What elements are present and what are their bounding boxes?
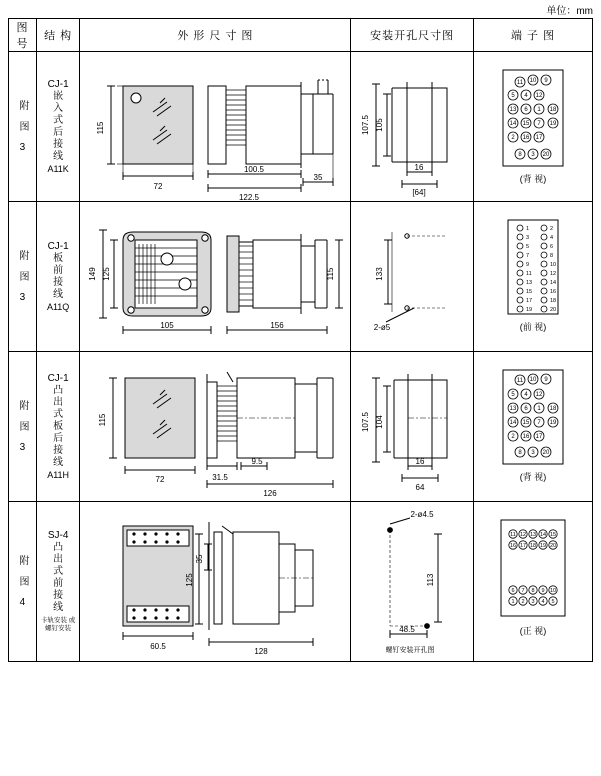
svg-text:2: 2	[550, 225, 554, 232]
fig-no-label-3: 附 图 3	[16, 400, 28, 453]
svg-text:4: 4	[541, 598, 545, 605]
svg-text:8: 8	[518, 449, 522, 456]
outline-drawing-3	[80, 352, 351, 502]
structure-code-1: A11K	[47, 163, 69, 174]
terminal-caption-1: (背 视)	[519, 173, 547, 184]
svg-text:17: 17	[535, 134, 543, 141]
dim-100p5-r1: 100.5	[244, 164, 265, 174]
dim-64-r3: 64	[415, 482, 425, 492]
terminal-caption-4: (正 视)	[519, 625, 547, 636]
structure-model-2: CJ-1	[47, 240, 69, 252]
svg-text:8: 8	[550, 252, 554, 259]
structure-4l3: 式	[53, 566, 64, 577]
svg-text:12: 12	[535, 92, 543, 99]
svg-text:18: 18	[549, 106, 557, 113]
dim-105-r1: 105	[375, 117, 385, 132]
fig-no-label-1: 附 图 3	[16, 100, 28, 153]
dim-128-r4: 128	[254, 646, 268, 656]
fig-no-cell-4	[9, 502, 37, 662]
svg-text:17: 17	[535, 433, 543, 440]
svg-text:13: 13	[509, 405, 517, 412]
svg-text:7: 7	[537, 419, 541, 426]
svg-text:5: 5	[526, 243, 530, 250]
table-row	[9, 52, 593, 202]
structure-cell-1	[36, 52, 80, 202]
svg-text:11: 11	[516, 79, 524, 86]
svg-text:5: 5	[551, 598, 555, 605]
svg-text:10: 10	[550, 261, 557, 268]
svg-text:10: 10	[549, 587, 557, 594]
table-row	[9, 502, 593, 662]
table-header-row	[9, 19, 593, 52]
dim-149-r2: 149	[88, 266, 98, 281]
dim-115-r2: 115	[326, 267, 336, 280]
dim-72-r3: 72	[155, 474, 165, 484]
dim-35-r1: 35	[313, 172, 323, 182]
svg-text:15: 15	[549, 531, 557, 538]
dim-104-r3: 104	[375, 414, 385, 429]
svg-text:9: 9	[541, 587, 545, 594]
terminal-drawing-1	[474, 52, 593, 202]
structure-l3: 式	[53, 114, 64, 126]
svg-text:2: 2	[511, 433, 515, 440]
svg-text:11: 11	[516, 377, 524, 384]
outline-drawing-2	[80, 202, 351, 352]
svg-text:15: 15	[522, 120, 530, 127]
svg-text:15: 15	[522, 419, 530, 426]
svg-text:9: 9	[544, 77, 548, 84]
svg-text:4: 4	[524, 391, 528, 398]
dim-16-r1: 16	[414, 162, 424, 172]
svg-text:17: 17	[526, 297, 533, 304]
terminal-drawing-3	[474, 352, 593, 502]
svg-text:16: 16	[522, 433, 530, 440]
svg-text:7: 7	[537, 120, 541, 127]
svg-text:3: 3	[531, 449, 535, 456]
svg-text:4: 4	[550, 234, 554, 241]
svg-text:1: 1	[511, 598, 515, 605]
structure-3l6: 接	[53, 444, 64, 456]
structure-2l1: 板	[53, 252, 64, 264]
structure-4l2: 出	[53, 554, 64, 565]
svg-text:5: 5	[511, 92, 515, 99]
dim-125-r4: 125	[185, 572, 195, 587]
svg-text:13: 13	[529, 531, 537, 538]
svg-text:3: 3	[526, 234, 530, 241]
outline-drawing-1	[80, 52, 351, 202]
header-terminal: 端 子 图	[474, 19, 593, 52]
fig-no-cell-1	[9, 52, 37, 202]
dim-122p5-r1: 122.5	[239, 192, 260, 200]
structure-4l4: 前	[53, 578, 64, 589]
svg-text:1: 1	[537, 405, 541, 412]
terminal-drawing-2	[474, 202, 593, 352]
svg-text:13: 13	[526, 279, 533, 286]
dim-48p5-r4: 48.5	[399, 624, 415, 634]
dim-115-r1: 115	[96, 121, 106, 134]
svg-text:14: 14	[550, 279, 557, 286]
svg-text:20: 20	[542, 449, 550, 456]
terminal-caption-2: (前 视)	[519, 321, 547, 332]
outline-drawing-4	[80, 502, 351, 662]
hole-drawing-2	[351, 202, 474, 352]
structure-4l6: 线	[53, 602, 64, 613]
svg-text:8: 8	[518, 151, 522, 158]
svg-text:10: 10	[529, 376, 537, 383]
svg-text:9: 9	[526, 261, 530, 268]
dim-125-r2: 125	[102, 266, 112, 281]
structure-3l4: 板	[53, 420, 64, 432]
structure-2l2: 前	[53, 264, 64, 276]
svg-text:16: 16	[522, 134, 530, 141]
svg-text:13: 13	[509, 106, 517, 113]
header-outline: 外 形 尺 寸 图	[80, 19, 351, 52]
structure-3l1: 凸	[53, 384, 64, 396]
dim-105-r2: 105	[160, 320, 174, 330]
dimension-table	[8, 18, 593, 662]
svg-text:18: 18	[549, 405, 557, 412]
structure-4l5: 接	[53, 590, 64, 601]
structure-2l3: 接	[53, 276, 64, 288]
svg-text:2: 2	[511, 134, 515, 141]
dim-72-r1: 72	[153, 181, 163, 191]
svg-text:6: 6	[524, 106, 528, 113]
svg-text:11: 11	[510, 531, 516, 538]
table-row	[9, 202, 593, 352]
dim-115-r3: 115	[98, 413, 108, 426]
dim-9p5-r3: 9.5	[251, 456, 263, 466]
structure-3l7: 线	[53, 456, 64, 468]
dim-107p5-r3: 107.5	[361, 411, 371, 432]
fig-no-label-4: 附 图 4	[16, 555, 28, 608]
header-fig-no: 图 号	[9, 19, 37, 52]
hole-drawing-3	[351, 352, 474, 502]
svg-text:19: 19	[539, 542, 547, 549]
table-row	[9, 352, 593, 502]
dim-60p5-r4: 60.5	[150, 641, 167, 651]
structure-code-3: A11H	[47, 469, 70, 480]
unit-note: 单位：mm	[546, 6, 593, 17]
terminal-caption-3: (背 视)	[519, 471, 547, 482]
svg-text:8: 8	[531, 587, 535, 594]
svg-text:7: 7	[526, 252, 530, 259]
structure-note-4: 卡轨安装 或 螺钉安装	[40, 617, 76, 632]
svg-text:3: 3	[531, 151, 535, 158]
svg-text:14: 14	[509, 120, 517, 127]
svg-text:19: 19	[549, 120, 557, 127]
dim-2-phi5-r2: 2-ø5	[373, 322, 391, 332]
svg-text:12: 12	[535, 391, 543, 398]
svg-text:10: 10	[529, 77, 537, 84]
dim-126-r3: 126	[263, 488, 277, 498]
svg-text:20: 20	[542, 151, 550, 158]
hole-caption-4: 螺钉安装开孔图	[385, 646, 435, 654]
svg-text:17: 17	[519, 542, 527, 549]
svg-text:18: 18	[550, 297, 557, 304]
svg-text:3: 3	[531, 598, 535, 605]
structure-cell-2	[36, 202, 80, 352]
structure-cell-4	[36, 502, 80, 662]
svg-text:6: 6	[511, 587, 515, 594]
hole-drawing-1	[351, 52, 474, 202]
svg-text:19: 19	[526, 306, 533, 313]
structure-l2: 入	[53, 102, 64, 114]
dim-107p5-r1: 107.5	[361, 114, 371, 135]
svg-text:14: 14	[509, 419, 517, 426]
structure-model-4: SJ-4	[47, 530, 69, 541]
svg-text:20: 20	[549, 542, 557, 549]
structure-2l4: 线	[53, 288, 64, 300]
header-structure: 结 构	[36, 19, 80, 52]
dim-35-r4: 35	[195, 554, 205, 563]
dim-133-r2: 133	[375, 266, 385, 281]
svg-text:2: 2	[521, 598, 525, 605]
structure-cell-3	[36, 352, 80, 502]
svg-text:6: 6	[524, 405, 528, 412]
svg-text:14: 14	[539, 531, 547, 538]
svg-text:16: 16	[550, 288, 557, 295]
hole-drawing-4	[351, 502, 474, 662]
header-hole: 安装开孔尺寸图	[351, 19, 474, 52]
structure-l4: 后	[53, 126, 64, 138]
svg-text:5: 5	[511, 391, 515, 398]
dim-16-r3: 16	[415, 456, 425, 466]
structure-l5: 接	[53, 138, 64, 150]
svg-text:4: 4	[524, 92, 528, 99]
structure-3l2: 出	[53, 396, 64, 408]
dim-31p5-r3: 31.5	[212, 472, 229, 482]
dim-2-phi4p5-r4: 2-ø4.5	[410, 509, 434, 519]
dim-113-r4: 113	[426, 573, 436, 586]
fig-no-cell-2	[9, 202, 37, 352]
structure-3l5: 后	[53, 432, 64, 444]
svg-text:16: 16	[509, 542, 517, 549]
svg-text:18: 18	[529, 542, 537, 549]
svg-text:15: 15	[526, 288, 533, 295]
svg-text:19: 19	[549, 419, 557, 426]
fig-no-label-2: 附 图 3	[16, 250, 28, 303]
structure-3l3: 式	[53, 408, 64, 420]
structure-model-1: CJ-1	[47, 78, 69, 90]
structure-4l1: 凸	[53, 542, 64, 553]
dim-156-r2: 156	[270, 320, 284, 330]
svg-text:1: 1	[537, 106, 541, 113]
svg-text:12: 12	[550, 270, 557, 277]
svg-text:11: 11	[526, 270, 532, 277]
svg-text:9: 9	[544, 376, 548, 383]
structure-code-2: A11Q	[46, 301, 70, 312]
svg-text:6: 6	[550, 243, 554, 250]
svg-text:12: 12	[519, 531, 527, 538]
structure-l1: 嵌	[53, 90, 64, 102]
terminal-drawing-4	[474, 502, 593, 662]
structure-model-3: CJ-1	[47, 372, 69, 384]
svg-text:1: 1	[526, 225, 530, 232]
dim-64-r1: [64]	[412, 187, 426, 197]
fig-no-cell-3	[9, 352, 37, 502]
structure-l6: 线	[53, 150, 64, 162]
svg-text:20: 20	[550, 306, 557, 313]
svg-text:7: 7	[521, 587, 525, 594]
